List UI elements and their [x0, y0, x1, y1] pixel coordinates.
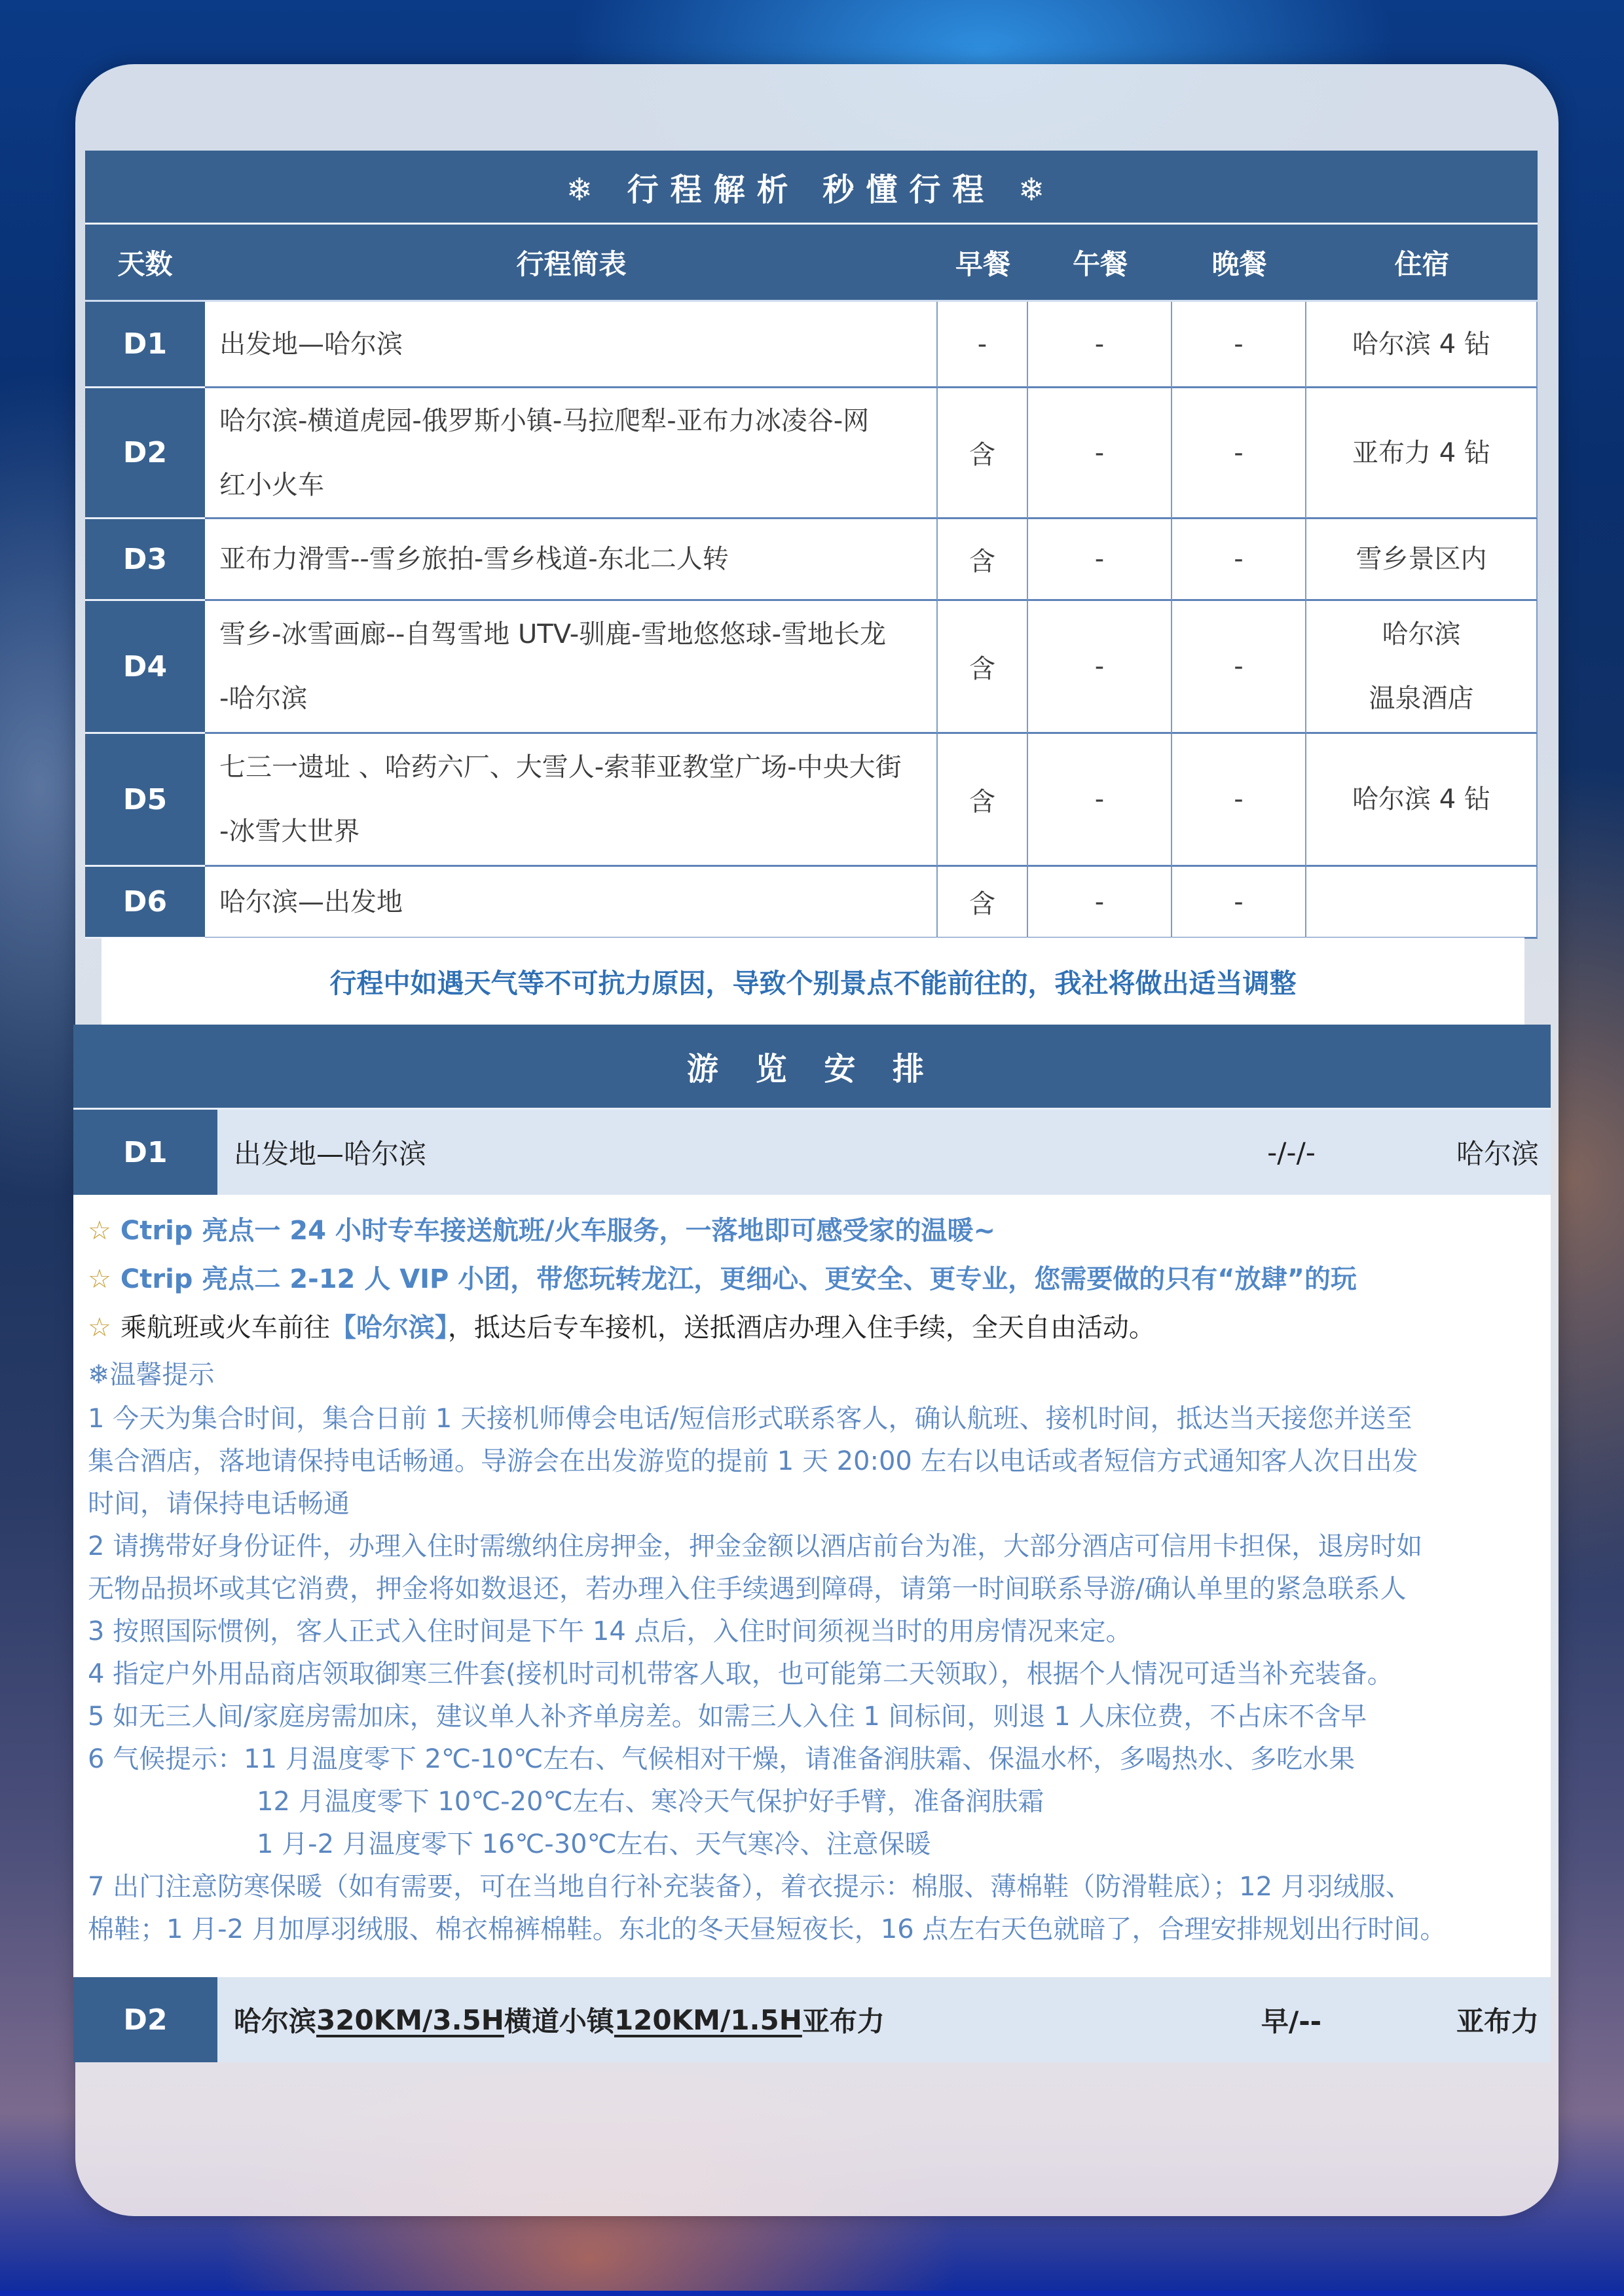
row-breakfast: 含 [938, 867, 1028, 939]
row-itinerary [205, 388, 938, 519]
tip-line: 1 今天为集合时间，集合日前 1 天接机师傅会电话/短信形式联系客人，确认航班、接机时间，抵达当天接您并送至 [88, 1404, 1412, 1434]
lodging-line: 哈尔滨 4 钻 [1352, 329, 1490, 359]
row-itinerary [205, 519, 938, 601]
tip-line: 集合酒店，落地请保持电话畅通。导游会在出发游览的提前 1 天 20:00 左右以电话或者短信方式通知客人次日出发 [88, 1446, 1418, 1476]
row-day: D1 [85, 302, 205, 388]
tip-line: 无物品损坏或其它消费，押金将如数退还，若办理入住手续遇到障碍，请第一时间联系导游/确认单里的紧急联系人 [88, 1574, 1407, 1604]
highlight-1 [88, 1207, 1536, 1255]
itinerary-line: 哈尔滨—出发地 [219, 886, 403, 917]
highlight-text: 2-12 人 VIP 小团，带您玩转龙江，更细心、更安全、更专业，您需要做的只有“放肆”的玩 [280, 1264, 1357, 1294]
itinerary-table-header [85, 225, 1538, 302]
day-tag: D2 [73, 1977, 217, 2062]
highlight-text: 24 小时专车接送航班/火车服务，一落地即可感受家的温暖~ [280, 1216, 995, 1246]
itinerary-line: 亚布力滑雪--雪乡旅拍-雪乡栈道-东北二人转 [219, 544, 729, 574]
row-lunch: - [1028, 388, 1172, 519]
tip-line: 5 如无三人间/家庭房需加床，建议单人补齐单房差。如需三人入住 1 间标间，则退 1 人床位费，不占床不含早 [88, 1702, 1367, 1732]
row-breakfast: 含 [938, 734, 1028, 867]
row-dinner: - [1172, 601, 1306, 734]
row-breakfast: 含 [938, 601, 1028, 734]
row-breakfast: 含 [938, 519, 1028, 601]
row-lodging [1306, 388, 1538, 519]
header-day: 天数 [117, 247, 173, 280]
row-dinner: - [1172, 734, 1306, 867]
tip-line: 3 按照国际惯例，客人正式入住时间是下午 14 点后，入住时间须视当时的用房情况来定。 [88, 1616, 1132, 1647]
row-lodging [1306, 302, 1538, 388]
table-row-d6 [85, 867, 1538, 939]
row-itinerary [205, 601, 938, 734]
row-day: D4 [85, 601, 205, 734]
row-dinner: - [1172, 867, 1306, 939]
highlight-2 [88, 1255, 1536, 1303]
row-breakfast: - [938, 302, 1028, 388]
activity-text: ，抵达后专车接机，送抵酒店办理入住手续，全天自由活动。 [447, 1313, 1155, 1343]
row-dinner: - [1172, 302, 1306, 388]
itinerary-line: 出发地—哈尔滨 [219, 329, 403, 359]
star-icon: ☆ [88, 1264, 111, 1294]
tip-line-indented: 12 月温度零下 10℃-20℃左右、寒冷天气保护好手臂，准备润肤霜 [257, 1787, 1044, 1817]
row-lunch: - [1028, 601, 1172, 734]
route-distance: 320KM/3.5H [316, 2003, 504, 2036]
star-icon: ☆ [88, 1313, 111, 1343]
lodging-line: 亚布力 4 钻 [1352, 437, 1490, 468]
row-lunch: - [1028, 519, 1172, 601]
table-row-d3 [85, 519, 1538, 601]
star-icon: ☆ [88, 1216, 111, 1246]
row-lunch: - [1028, 734, 1172, 867]
row-day: D3 [85, 519, 205, 601]
row-dinner: - [1172, 519, 1306, 601]
tips-title: ❄温馨提示 [88, 1360, 215, 1390]
tip-line: 7 出门注意防寒保暖（如有需要，可在当地自行补充装备），着衣提示：棉服、薄棉鞋（防滑鞋底）；12 月羽绒服、 [88, 1872, 1412, 1902]
row-lunch: - [1028, 867, 1172, 939]
header-lodging: 住宿 [1394, 247, 1450, 280]
itinerary-line: 红小火车 [219, 469, 324, 500]
day-tag: D1 [73, 1110, 217, 1195]
route-city: 哈尔滨 [234, 2005, 317, 2037]
table-row-d5 [85, 734, 1538, 867]
header-lunch: 午餐 [1072, 247, 1128, 280]
header-itinerary: 行程简表 [516, 247, 627, 280]
table-row-d2 [85, 388, 1538, 519]
highlight-label: Ctrip 亮点二 [120, 1264, 281, 1294]
itinerary-line: 七三一遗址 、哈药六厂、大雪人-索菲亚教堂广场-中央大街 [219, 752, 902, 782]
tip-line: 6 气候提示：11 月温度零下 2℃-10℃左右、气候相对干燥，请准备润肤霜、保温水杯，多喝热水、多吃水果 [88, 1744, 1356, 1774]
day-route [234, 1977, 885, 2062]
itinerary-table-title: ❄ 行程解析 秒懂行程 ❄ [85, 151, 1538, 225]
highlight-label: Ctrip 亮点一 [120, 1216, 281, 1246]
tour-section-title: 游 览 安 排 [73, 1025, 1551, 1110]
tip-line: 时间，请保持电话畅通 [88, 1489, 350, 1519]
row-itinerary [205, 867, 938, 939]
row-day: D6 [85, 867, 205, 939]
day-d1-details [73, 1195, 1551, 1977]
row-lodging [1306, 601, 1538, 734]
day-bar-d2 [73, 1977, 1551, 2062]
lodging-line: 雪乡景区内 [1356, 544, 1487, 574]
day-meals: -/-/- [1267, 1136, 1316, 1169]
row-lodging [1306, 734, 1538, 867]
route-distance: 120KM/1.5H [614, 2003, 802, 2036]
header-breakfast: 早餐 [955, 247, 1010, 280]
lodging-line: 哈尔滨 [1382, 619, 1461, 649]
itinerary-line: 雪乡-冰雪画廊--自驾雪地 UTV-驯鹿-雪地悠悠球-雪地长龙 [219, 619, 887, 649]
row-itinerary [205, 302, 938, 388]
table-row-d1 [85, 302, 1538, 388]
activity-keyword: 【哈尔滨】 [329, 1313, 448, 1343]
tip-line: 2 请携带好身份证件，办理入住时需缴纳住房押金，押金金额以酒店前台为准，大部分酒店可信用卡担保，退房时如 [88, 1531, 1423, 1561]
itinerary-line: -哈尔滨 [219, 683, 308, 714]
day-meals: 早/-- [1261, 2005, 1322, 2037]
header-dinner: 晚餐 [1211, 247, 1267, 280]
row-lunch: - [1028, 302, 1172, 388]
row-dinner: - [1172, 388, 1306, 519]
itinerary-line: -冰雪大世界 [219, 816, 360, 847]
day-route: 出发地—哈尔滨 [234, 1138, 427, 1170]
day-stay: 亚布力 [1456, 2005, 1539, 2037]
tip-line: 棉鞋；1 月-2 月加厚羽绒服、棉衣棉裤棉鞋。东北的冬天昼短夜长，16 点左右天色就暗了，合理安排规划出行时间。 [88, 1914, 1447, 1944]
route-city: 亚布力 [802, 2005, 885, 2037]
lodging-line: 温泉酒店 [1369, 683, 1474, 714]
route-city: 横道小镇 [504, 2005, 614, 2037]
row-lodging [1306, 867, 1538, 939]
itinerary-line: 哈尔滨-横道虎园-俄罗斯小镇-马拉爬犁-亚布力冰凌谷-网 [219, 405, 870, 436]
table-row-d4 [85, 601, 1538, 734]
row-day: D5 [85, 734, 205, 867]
activity-text: 乘航班或火车前往 [120, 1313, 330, 1343]
row-itinerary [205, 734, 938, 867]
force-majeure-notice: 行程中如遇天气等不可抗力原因，导致个别景点不能前往的，我社将做出适当调整 [101, 938, 1524, 1025]
row-lodging [1306, 519, 1538, 601]
day-stay: 哈尔滨 [1456, 1138, 1539, 1170]
day-bar-d1 [73, 1110, 1551, 1195]
tip-line-indented: 1 月-2 月温度零下 16℃-30℃左右、天气寒冷、注意保暖 [257, 1829, 931, 1859]
row-day: D2 [85, 388, 205, 519]
activity-description [88, 1303, 1536, 1352]
background-bottom-stripe [0, 2291, 1624, 2296]
row-breakfast: 含 [938, 388, 1028, 519]
tip-line: 4 指定户外用品商店领取御寒三件套(接机时司机带客人取，也可能第二天领取），根据个人情况可适当补充装备。 [88, 1659, 1393, 1689]
lodging-line: 哈尔滨 4 钻 [1352, 784, 1490, 814]
